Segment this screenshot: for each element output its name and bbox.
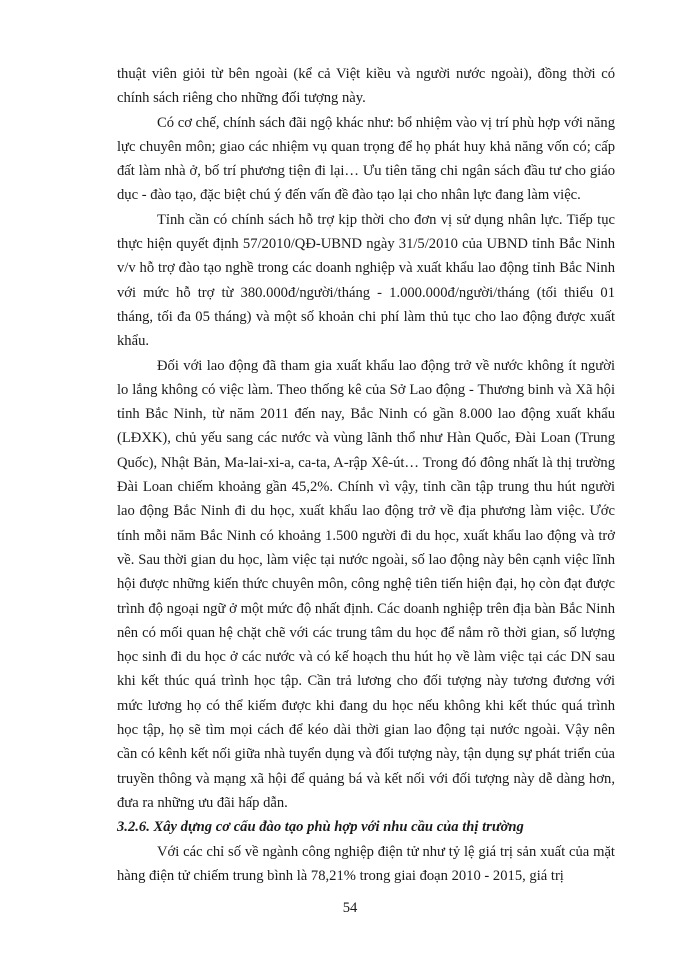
paragraph-returning-workers: Đối với lao động đã tham gia xuất khẩu lao động trở về nước không ít người lo lắng không có việc làm. Theo thống kê của Sở Lao động - Thương binh và Xã hội tỉnh Bắc Ninh, từ năm 2011 đến nay, Bắc Ninh có gần 8.000 lao động xuất khẩu (LĐXK), chủ yếu sang các nước và vùng lãnh thổ như Hàn Quốc, Đài Loan (Trung Quốc), Nhật Bản, Ma-lai-xi-a, ca-ta, A-rập Xê-út… Trong đó đông nhất là thị trường Đài Loan chiếm khoảng gần 45,2%. Chính vì vậy, tỉnh cần tập trung thu hút người lao động Bắc Ninh đi du học, xuất khẩu lao động trở về địa phương làm việc. Ước tính mỗi năm Bắc Ninh có khoảng 1.500 người đi du học, xuất khẩu lao động và trở về. Sau thời gian du học, làm việc tại nước ngoài, số lao động này bên cạnh việc lĩnh hội được những kiến thức chuyên môn, công nghệ tiên tiến hiện đại, họ còn đạt được trình độ ngoại ngữ ở một mức độ nhất định. Các doanh nghiệp trên địa bàn Bắc Ninh nên có mối quan hệ chặt chẽ với các trung tâm du học để nắm rõ thời gian, số lượng học sinh đi du học ở các nước và có kế hoạch thu hút họ về làm việc tại các DN sau khi kết thúc quá trình học tập. Cần trả lương cho đối tượng này tương đương với mức lương họ có thể kiếm được khi đang du học nếu không khi kết thúc quá trình học tập, họ sẽ tìm mọi cách để kéo dài thời gian lao động tại nước ngoài. Vậy nên cần có kênh kết nối giữa nhà tuyển dụng và đối tượng này, tận dụng sự phát triển của truyền thông và mạng xã hội để quảng bá và kết nối với đối tượng này dễ dàng hơn, đưa ra những ưu đãi hấp dẫn.: [117, 357, 615, 811]
section-heading: 3.2.6. Xây dựng cơ cấu đào tạo phù hợp với nhu cầu của thị trường: [117, 819, 524, 836]
paragraph-continued: thuật viên giỏi từ bên ngoài (kể cả Việt kiều và người nước ngoài), đồng thời có chính sách riêng cho những đối tượng này.: [117, 66, 615, 107]
paragraph-support-policies: Tỉnh cần có chính sách hỗ trợ kịp thời cho đơn vị sử dụng nhân lực. Tiếp tục thực hiện quyết định 57/2010/QĐ-UBND ngày 31/5/2010 của UBND tỉnh Bắc Ninh v/v hỗ trợ đào tạo nghề trong các doanh nghiệp và xuất khẩu lao động tỉnh Bắc Ninh với mức hỗ trợ từ 380.000đ/người/tháng - 1.000.000đ/người/tháng (tối thiểu 01 tháng, tối đa 05 tháng) và một số khoản chi phí làm thủ tục cho lao động được xuất khẩu.: [117, 211, 615, 350]
paragraph-electronics-industry: Với các chỉ số về ngành công nghiệp điện tử như tỷ lệ giá trị sản xuất của mặt hàng điện tử chiếm trung bình là 78,21% trong giai đoạn 2010 - 2015, giá trị: [117, 843, 615, 884]
document-body: [117, 62, 615, 888]
page-number: 54: [342, 900, 358, 916]
paragraph-incentive-policies: Có cơ chế, chính sách đãi ngộ khác như: bổ nhiệm vào vị trí phù hợp với năng lực chuyên môn; giao các nhiệm vụ quan trọng để họ phát huy khả năng vốn có; cấp đất làm nhà ở, bố trí phương tiện đi lại… Ưu tiên tăng chi ngân sách đầu tư cho giáo dục - đào tạo, đặc biệt chú ý đến vấn đề đào tạo lại cho nhân lực đang làm việc.: [117, 114, 615, 204]
